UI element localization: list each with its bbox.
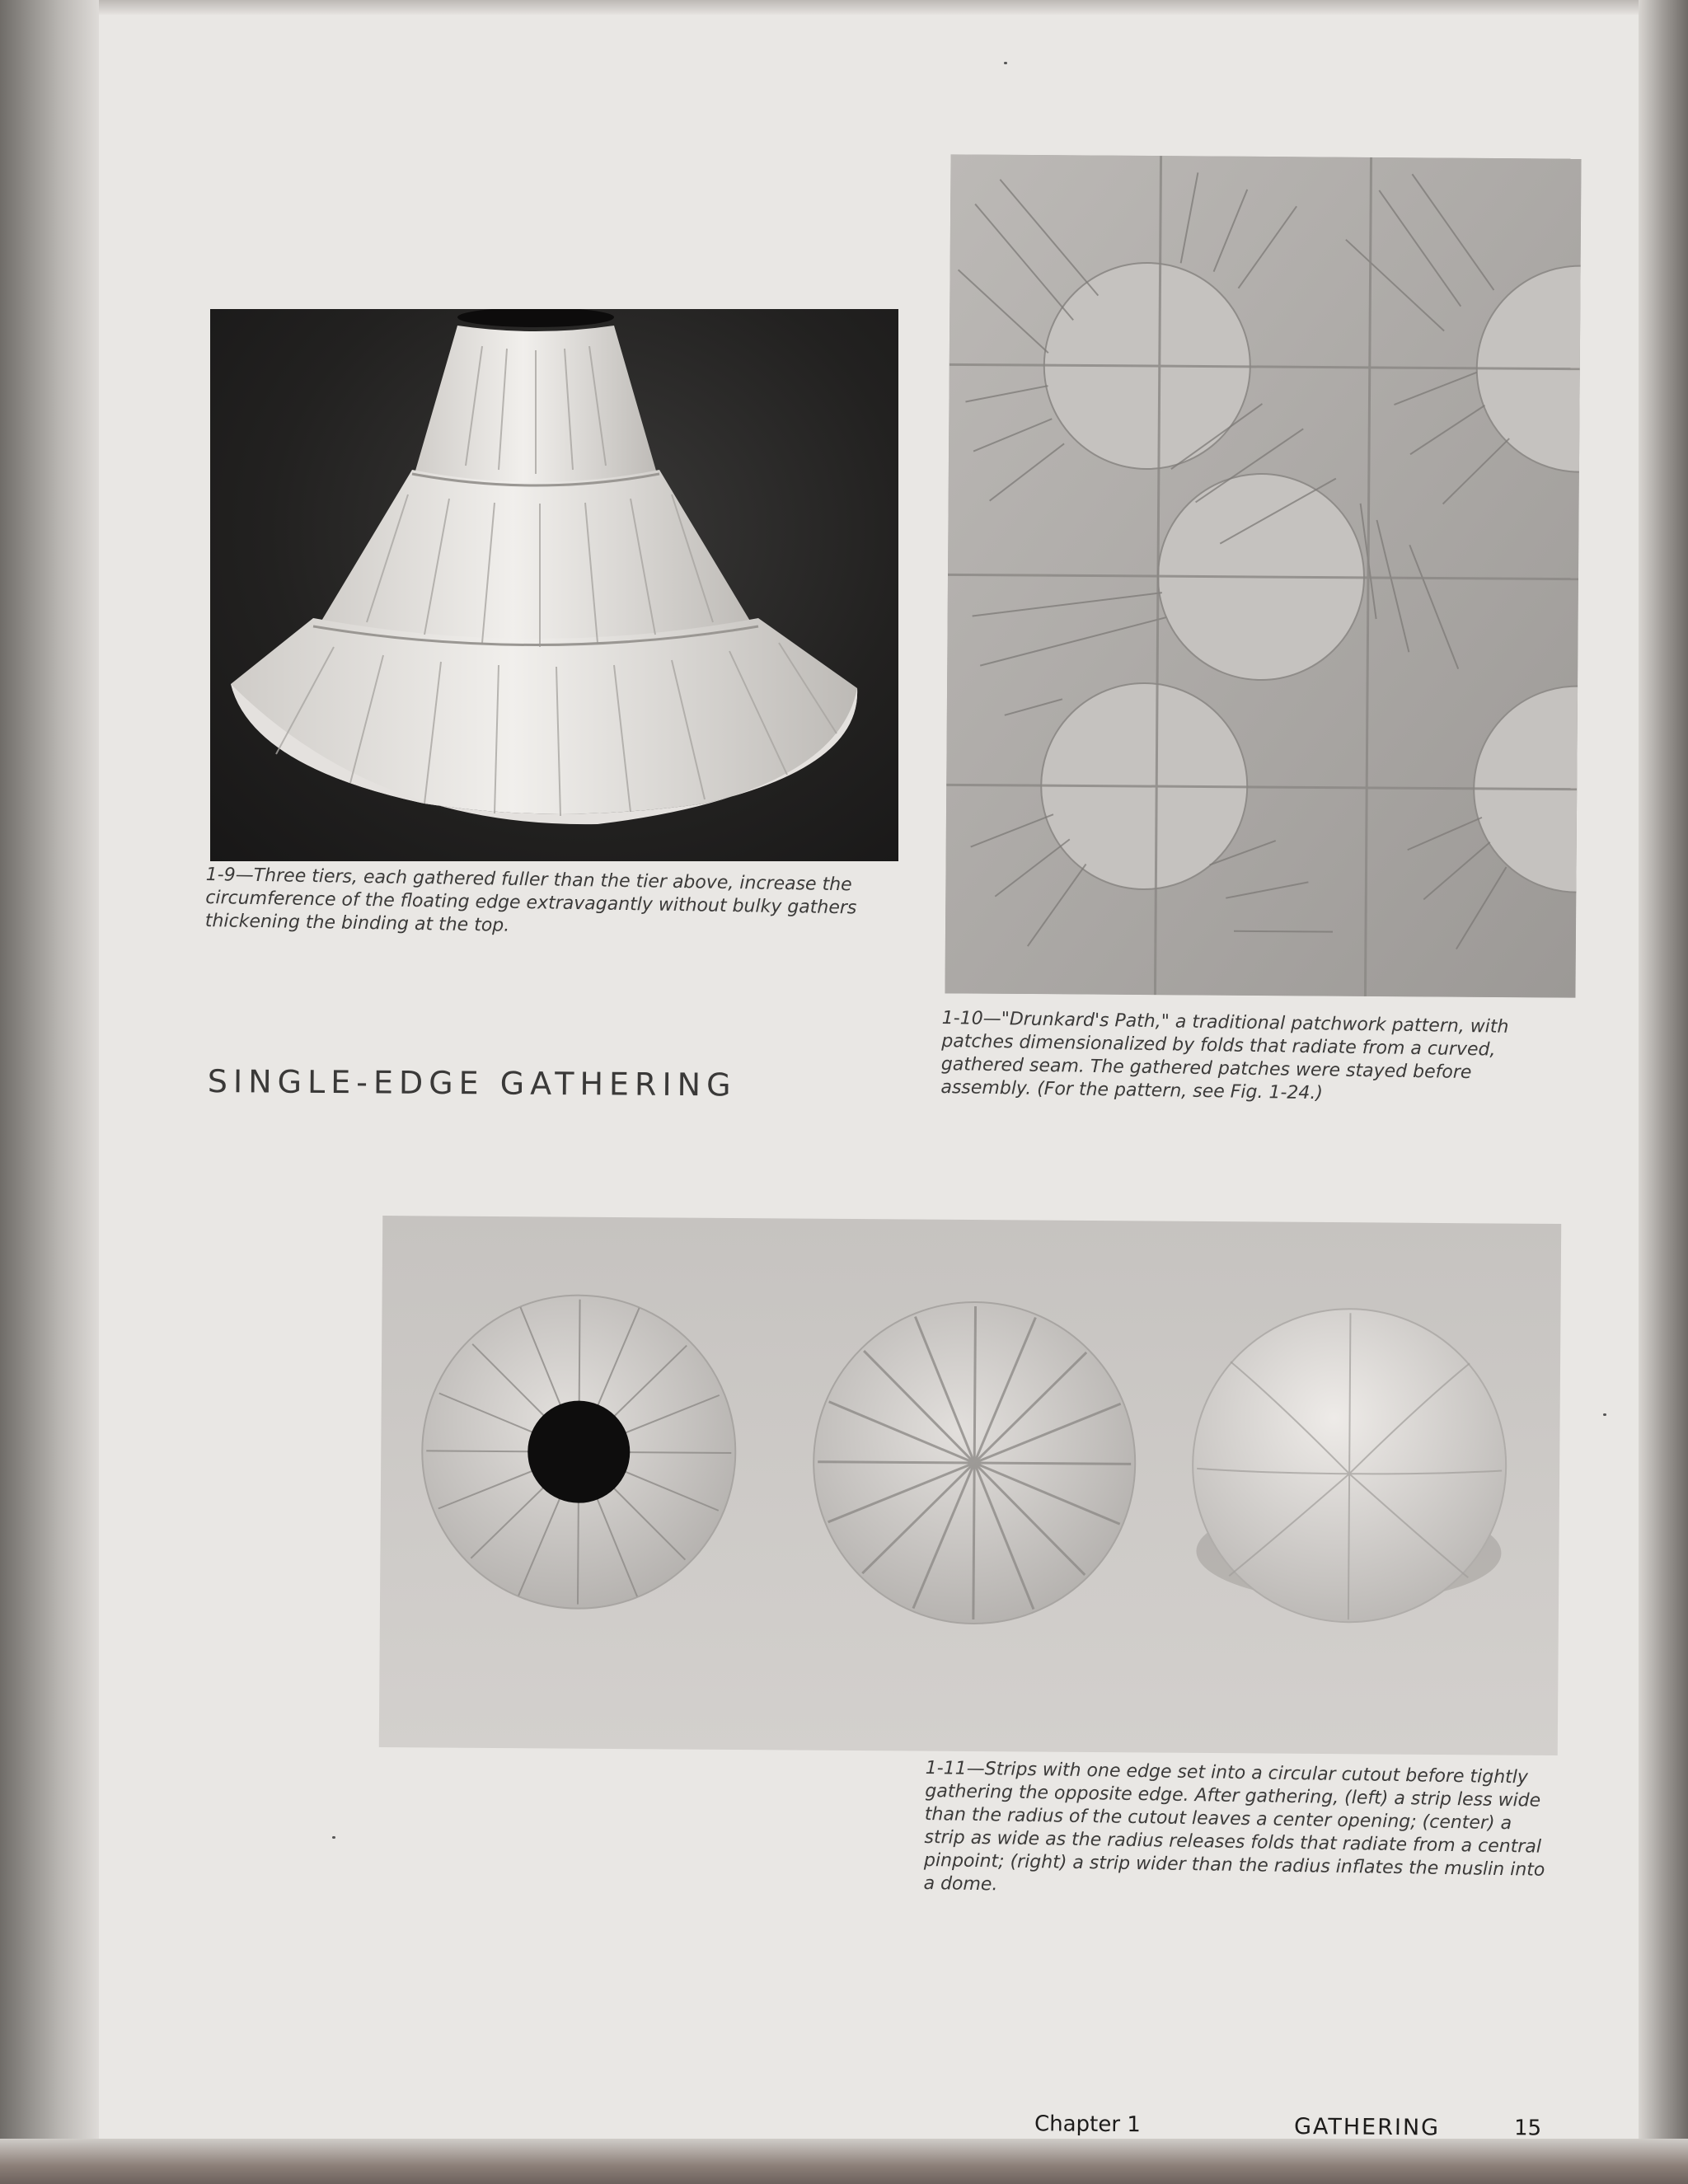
page-number: 15 bbox=[1513, 2116, 1542, 2141]
drunkards-path-illustration bbox=[945, 154, 1581, 997]
scan-speck bbox=[332, 1836, 335, 1839]
circle-with-center-opening bbox=[421, 1294, 737, 1610]
inflated-dome bbox=[1192, 1308, 1507, 1624]
circle-with-central-pinpoint bbox=[813, 1301, 1137, 1625]
gathered-circles-illustration bbox=[379, 1216, 1561, 1755]
figure-1-11-gathered-circles-photo bbox=[379, 1216, 1561, 1755]
tiered-skirt-illustration bbox=[210, 309, 898, 861]
figure-1-9-tiered-skirt-photo bbox=[210, 309, 898, 861]
footer-section-title: GATHERING bbox=[1293, 2113, 1441, 2141]
page-footer bbox=[1034, 2111, 1562, 2149]
scan-speck bbox=[1603, 1413, 1606, 1416]
figure-1-10-drunkards-path-photo bbox=[945, 154, 1581, 997]
scan-speck bbox=[1004, 62, 1007, 64]
book-gutter-shadow bbox=[0, 0, 99, 2184]
figure-1-9-caption: 1-9—Three tiers, each gathered fuller than the tier above, increase the circumference of the floating edge extravagantly without bulky gathers thickening the binding at the top. bbox=[204, 864, 857, 936]
figure-1-11-caption: 1-11—Strips with one edge set into a circular cutout before tightly gathering the opposite edge. After gathering, (left) a strip less wide than the radius of the cutout leaves a center opening; (center) a strip as wide as the radius releases folds that radiate from a central pinpoint; (right) a strip wider than the radius inflates the muslin into a dome. bbox=[923, 1757, 1545, 1896]
section-heading: SINGLE-EDGE GATHERING bbox=[207, 1063, 737, 1104]
scan-shadow-top bbox=[0, 0, 1688, 15]
footer-chapter-label: Chapter 1 bbox=[1034, 2111, 1141, 2138]
figure-1-10-caption: 1-10—"Drunkard's Path," a traditional patchwork pattern, with patches dimensionalized by folds that radiate from a curved, gathered seam. The gathered patches were stayed before assembly. (For the pattern, see Fig. 1-24.) bbox=[940, 1007, 1509, 1104]
page-edge-shadow bbox=[1639, 0, 1688, 2184]
